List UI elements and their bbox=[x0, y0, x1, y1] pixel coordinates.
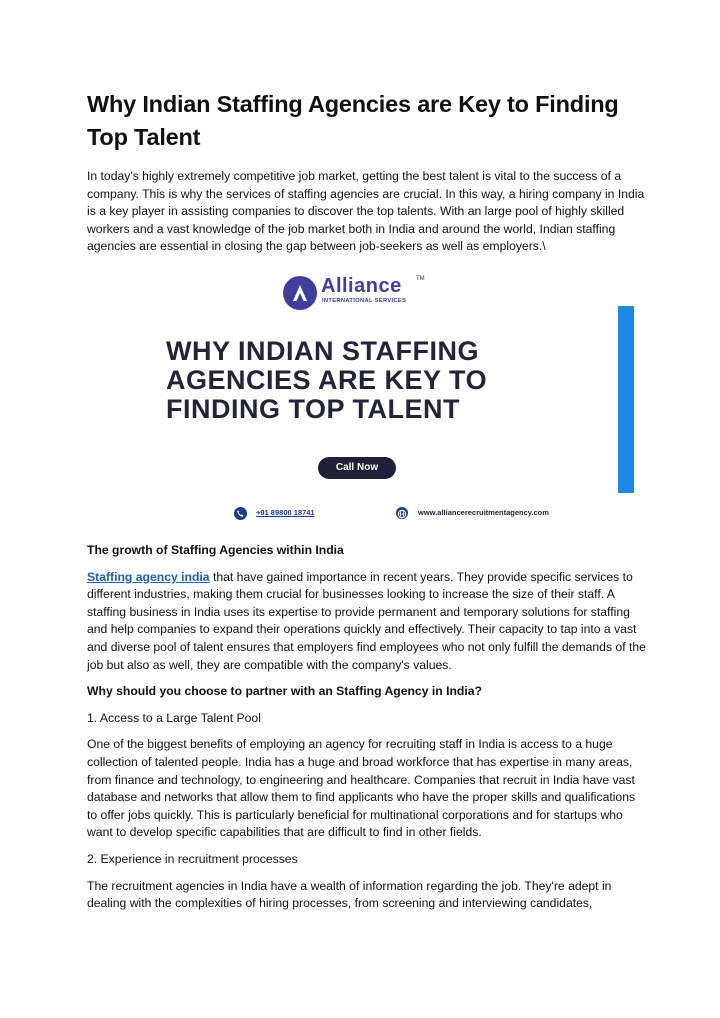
globe-icon bbox=[396, 507, 408, 519]
headline-line-1: WHY INDIAN STAFFING bbox=[166, 336, 479, 366]
growth-paragraph bbox=[87, 569, 647, 675]
staffing-agency-link[interactable]: Staffing agency india bbox=[87, 569, 210, 584]
page-title: Why Indian Staffing Agencies are Key to Finding Top Talent bbox=[87, 91, 619, 150]
banner-headline bbox=[166, 337, 596, 424]
intro-section bbox=[87, 88, 647, 256]
phone-icon bbox=[234, 507, 247, 520]
website-url[interactable]: www.alliancerecruitmentagency.com bbox=[418, 508, 549, 517]
item-2-title: 2. Experience in recruitment processes bbox=[87, 851, 298, 866]
headline-line-2: AGENCIES ARE KEY TO bbox=[166, 365, 488, 395]
logo-trademark: TM bbox=[416, 276, 425, 282]
call-now-button[interactable]: Call Now bbox=[318, 457, 396, 479]
item-1-paragraph: One of the biggest benefits of employing an agency for recruiting staff in India is access to a huge collection of talented people. India has a huge and broad workforce that has expertise in many areas, from finance and technology, to engineering and healthcare. Companies that recruit in India have vast database and networks that allow them to find applicants who have the proper skills and qualifications to offer jobs quickly. This is particularly beneficial for multinational corporations and for startups who want to develop specific capabilities that are difficult to find in other fields. bbox=[87, 737, 636, 840]
intro-paragraph: In today's highly extremely competitive job market, getting the best talent is vital to the success of a company. This is why the services of staffing agencies are crucial. In this way, a hiring company in India is a key player in assisting companies to discover the top talents. With an large pool of highly skilled workers and a vast knowledge of the job market both in India and around the world, Indian staffing agencies are essential in closing the gap between job-seekers as well as employers.\ bbox=[87, 169, 645, 254]
section-heading-growth: The growth of Staffing Agencies within India bbox=[87, 543, 344, 557]
item-2-paragraph: The recruitment agencies in India have a wealth of information regarding the job. They're adept in dealing with the complexities of hiring processes, from screening and interviewing candidates, bbox=[87, 878, 612, 911]
growth-paragraph-text: that have gained importance in recent years. They provide specific services to different industries, making them crucial for businesses looking to increase the size of their staff. A staffing business in India uses its expertise to provide permanent and temporary solutions for staffing and help companies to expand their operations quickly and effectively. Their capacity to tap into a vast and diverse pool of talent ensures that employers find employees who not only fulfill the demands of the job but also as well, they are compatible with the company's values. bbox=[87, 569, 646, 672]
logo-subtitle: INTERNATIONAL SERVICES bbox=[322, 298, 407, 304]
item-1-title: 1. Access to a Large Talent Pool bbox=[87, 710, 261, 725]
logo-a-icon bbox=[283, 276, 317, 310]
logo-wordmark: Alliance bbox=[321, 275, 402, 297]
phone-number[interactable]: +91 89800 18741 bbox=[256, 508, 315, 517]
banner-accent-bar bbox=[618, 306, 634, 493]
alliance-logo bbox=[283, 274, 443, 314]
article-body bbox=[87, 542, 647, 913]
headline-line-3: FINDING TOP TALENT bbox=[166, 394, 461, 424]
section-heading-why: Why should you choose to partner with an Staffing Agency in India? bbox=[87, 684, 482, 699]
